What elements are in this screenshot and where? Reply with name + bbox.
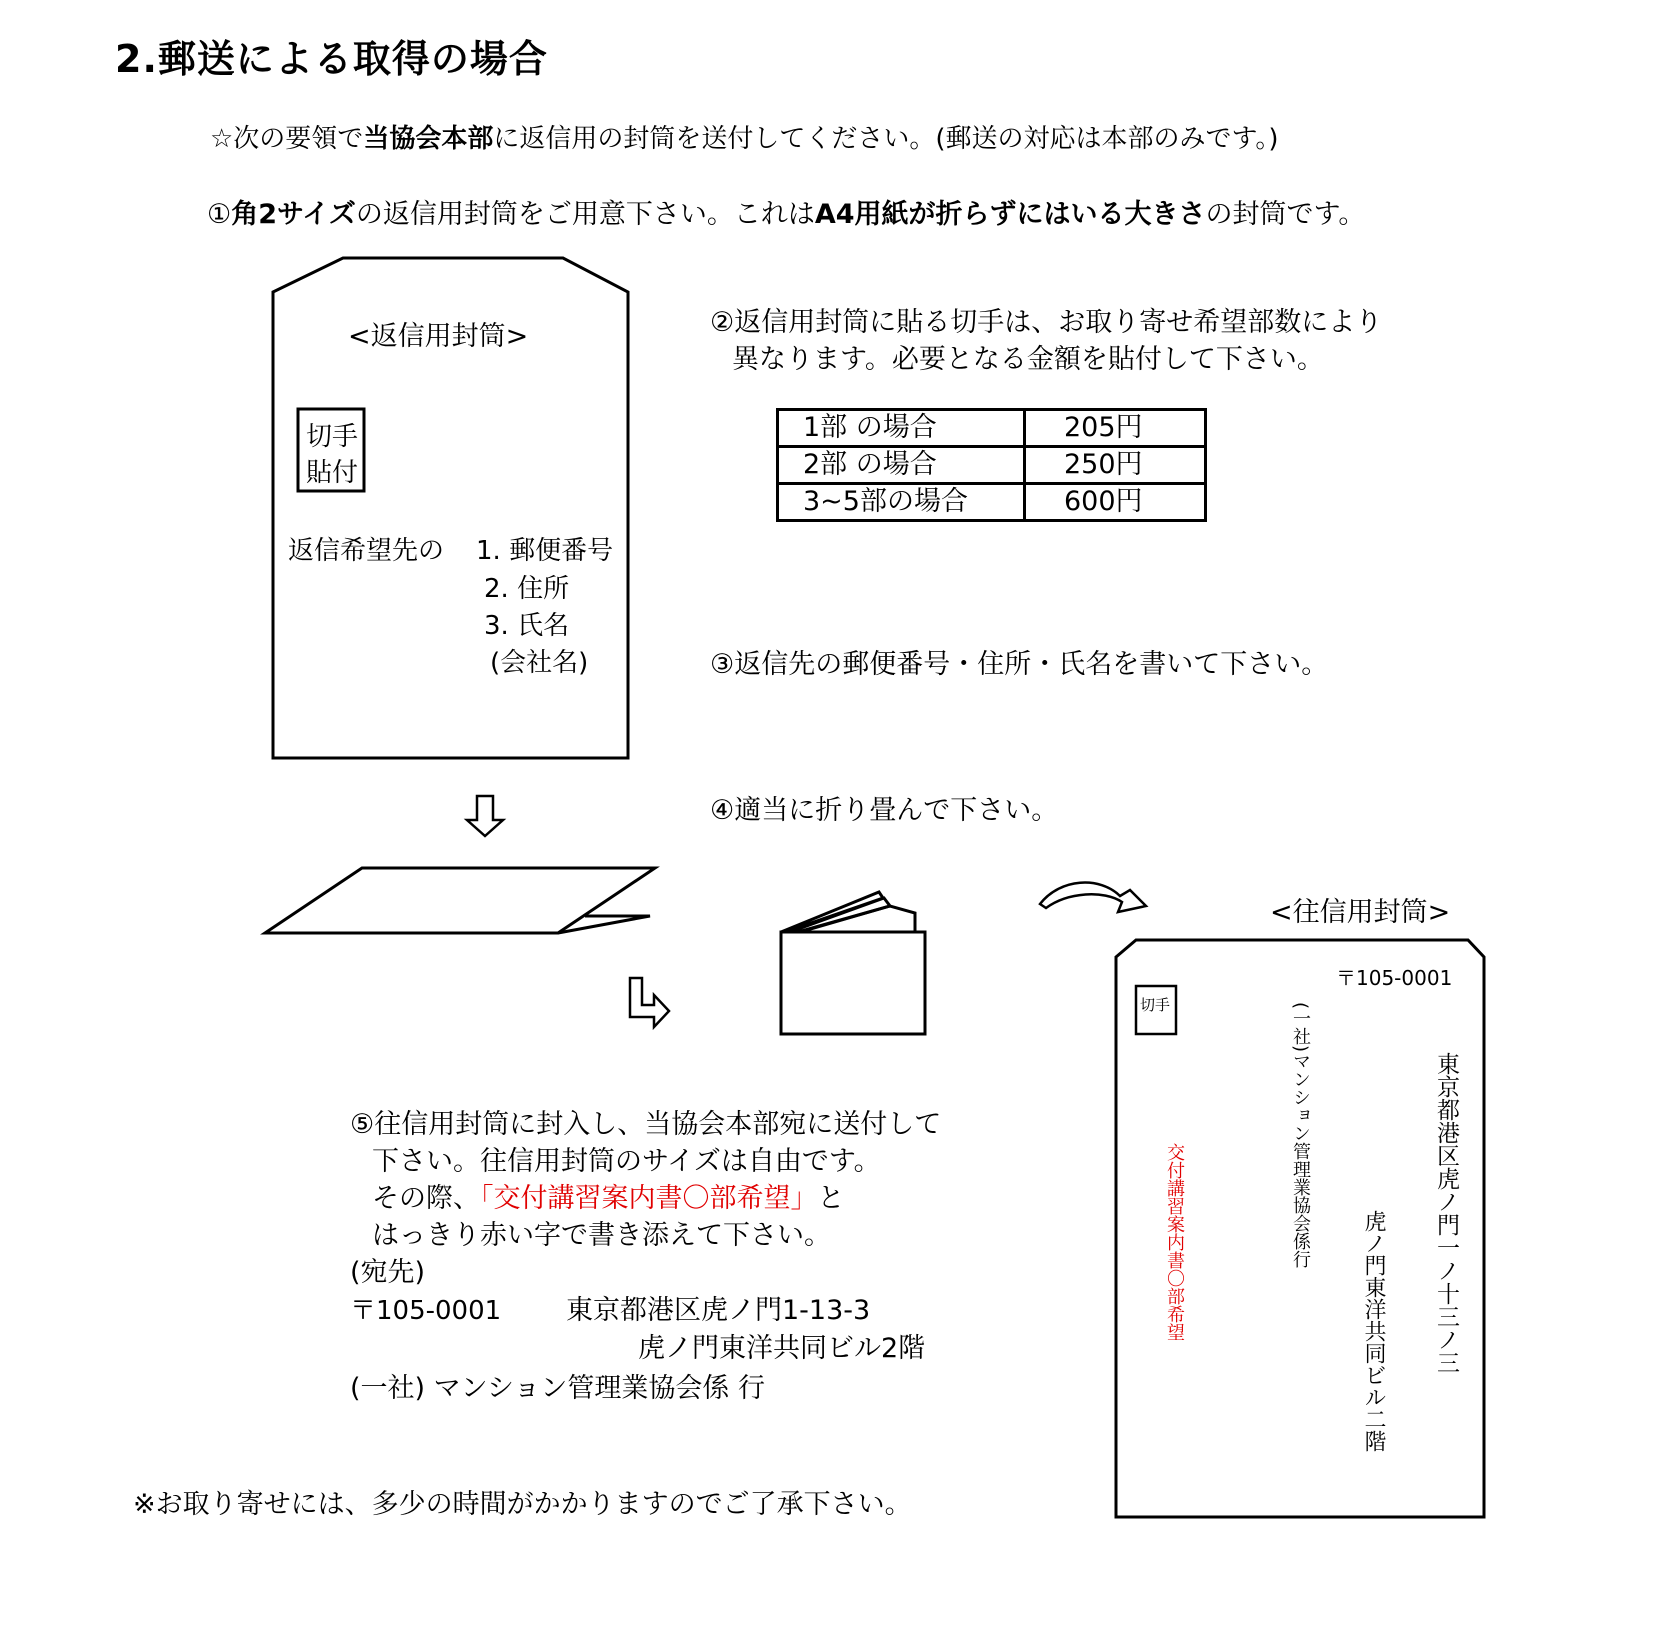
curved-arrow-icon [1040, 883, 1146, 912]
footnote: ※お取り寄せには、多少の時間がかかりますのでご了承下さい。 [133, 1489, 912, 1520]
step4-text: ④適当に折り畳んで下さい。 [710, 795, 1059, 826]
fee-label: 3~5部の場合 [778, 484, 1025, 521]
outgoing-organization: (一社)マンション管理業協会係行 [1290, 1002, 1311, 1269]
intro-star: ☆次の要領で [210, 124, 364, 154]
fee-price: 205円 [1025, 410, 1206, 447]
fee-price: 250円 [1025, 447, 1206, 484]
turn-arrow-icon [630, 978, 669, 1027]
step5-line3-red: 「交付講習案内書〇部希望」 [480, 1183, 818, 1214]
fee-label: 1部 の場合 [778, 410, 1025, 447]
stamp-line2: 貼付 [306, 458, 359, 488]
folded-sheet-icon [265, 868, 655, 933]
step1-p3: の封筒です。 [1205, 199, 1366, 230]
return-envelope-label: <返信用封筒> [348, 321, 529, 352]
step5-line3 [372, 1176, 845, 1215]
step5-line1: ⑤往信用封筒に封入し、当協会本部宛に送付して [350, 1109, 942, 1140]
step1-text [207, 192, 1365, 231]
intro-rest: に返信用の封筒を送付してください。(郵送の対応は本部のみです。) [493, 124, 1279, 154]
step2-line2: 異なります。必要となる金額を貼付して下さい。 [732, 344, 1324, 375]
outgoing-address: 東京都港区虎ノ門一ノ十三ノ三 [1433, 1052, 1459, 1374]
addressee-postal: 〒105-0001 [350, 1296, 502, 1326]
dest-label: 返信希望先の [288, 536, 445, 566]
step1-p1: ① [207, 199, 232, 230]
page-title: 2.郵送による取得の場合 [115, 37, 548, 81]
addressee-building: 虎ノ門東洋共同ビル2階 [638, 1333, 926, 1364]
dest-item-address: 2. 住所 [484, 574, 570, 604]
step5-line2: 下さい。往信用封筒のサイズは自由です。 [372, 1146, 881, 1177]
outgoing-building: 虎ノ門東洋共同ビル二階 [1361, 1210, 1386, 1452]
stamp-line1: 切手 [306, 422, 359, 452]
outgoing-request-note: 交付講習案内書〇部希望 [1164, 1143, 1185, 1341]
addressee-organization: (一社) マンション管理業協会係 行 [350, 1373, 766, 1404]
step1-b2: A4用紙が折らずにはいる大きさ [814, 199, 1206, 230]
table-row [778, 484, 1206, 521]
addressee-label: (宛先) [350, 1257, 426, 1288]
outgoing-envelope-label: <往信用封筒> [1270, 897, 1451, 928]
step5-line3-post: と [817, 1183, 845, 1214]
fee-table [776, 408, 1207, 522]
intro-text [210, 118, 1279, 155]
dest-item-company: (会社名) [490, 648, 589, 678]
table-row [778, 410, 1206, 447]
folded-booklet-icon [781, 892, 925, 1034]
outgoing-postal: 〒105-0001 [1336, 966, 1453, 990]
step1-b1: 角2サイズ [231, 199, 356, 230]
step2-line1: ②返信用封筒に貼る切手は、お取り寄せ希望部数により [710, 307, 1383, 338]
step5-line4: はっきり赤い字で書き添えて下さい。 [372, 1220, 831, 1251]
table-row [778, 447, 1206, 484]
outgoing-stamp-text: 切手 [1140, 996, 1171, 1014]
dest-item-name: 3. 氏名 [484, 611, 570, 641]
intro-bold: 当協会本部 [363, 124, 494, 154]
step5-line3-pre: その際、 [372, 1183, 480, 1214]
fee-price: 600円 [1025, 484, 1206, 521]
down-arrow-icon [467, 796, 503, 836]
addressee-address: 東京都港区虎ノ門1-13-3 [566, 1295, 871, 1326]
step1-p2: の返信用封筒をご用意下さい。これは [355, 199, 815, 230]
fee-label: 2部 の場合 [778, 447, 1025, 484]
dest-item-postal: 1. 郵便番号 [476, 536, 614, 566]
step3-text: ③返信先の郵便番号・住所・氏名を書いて下さい。 [710, 649, 1329, 680]
